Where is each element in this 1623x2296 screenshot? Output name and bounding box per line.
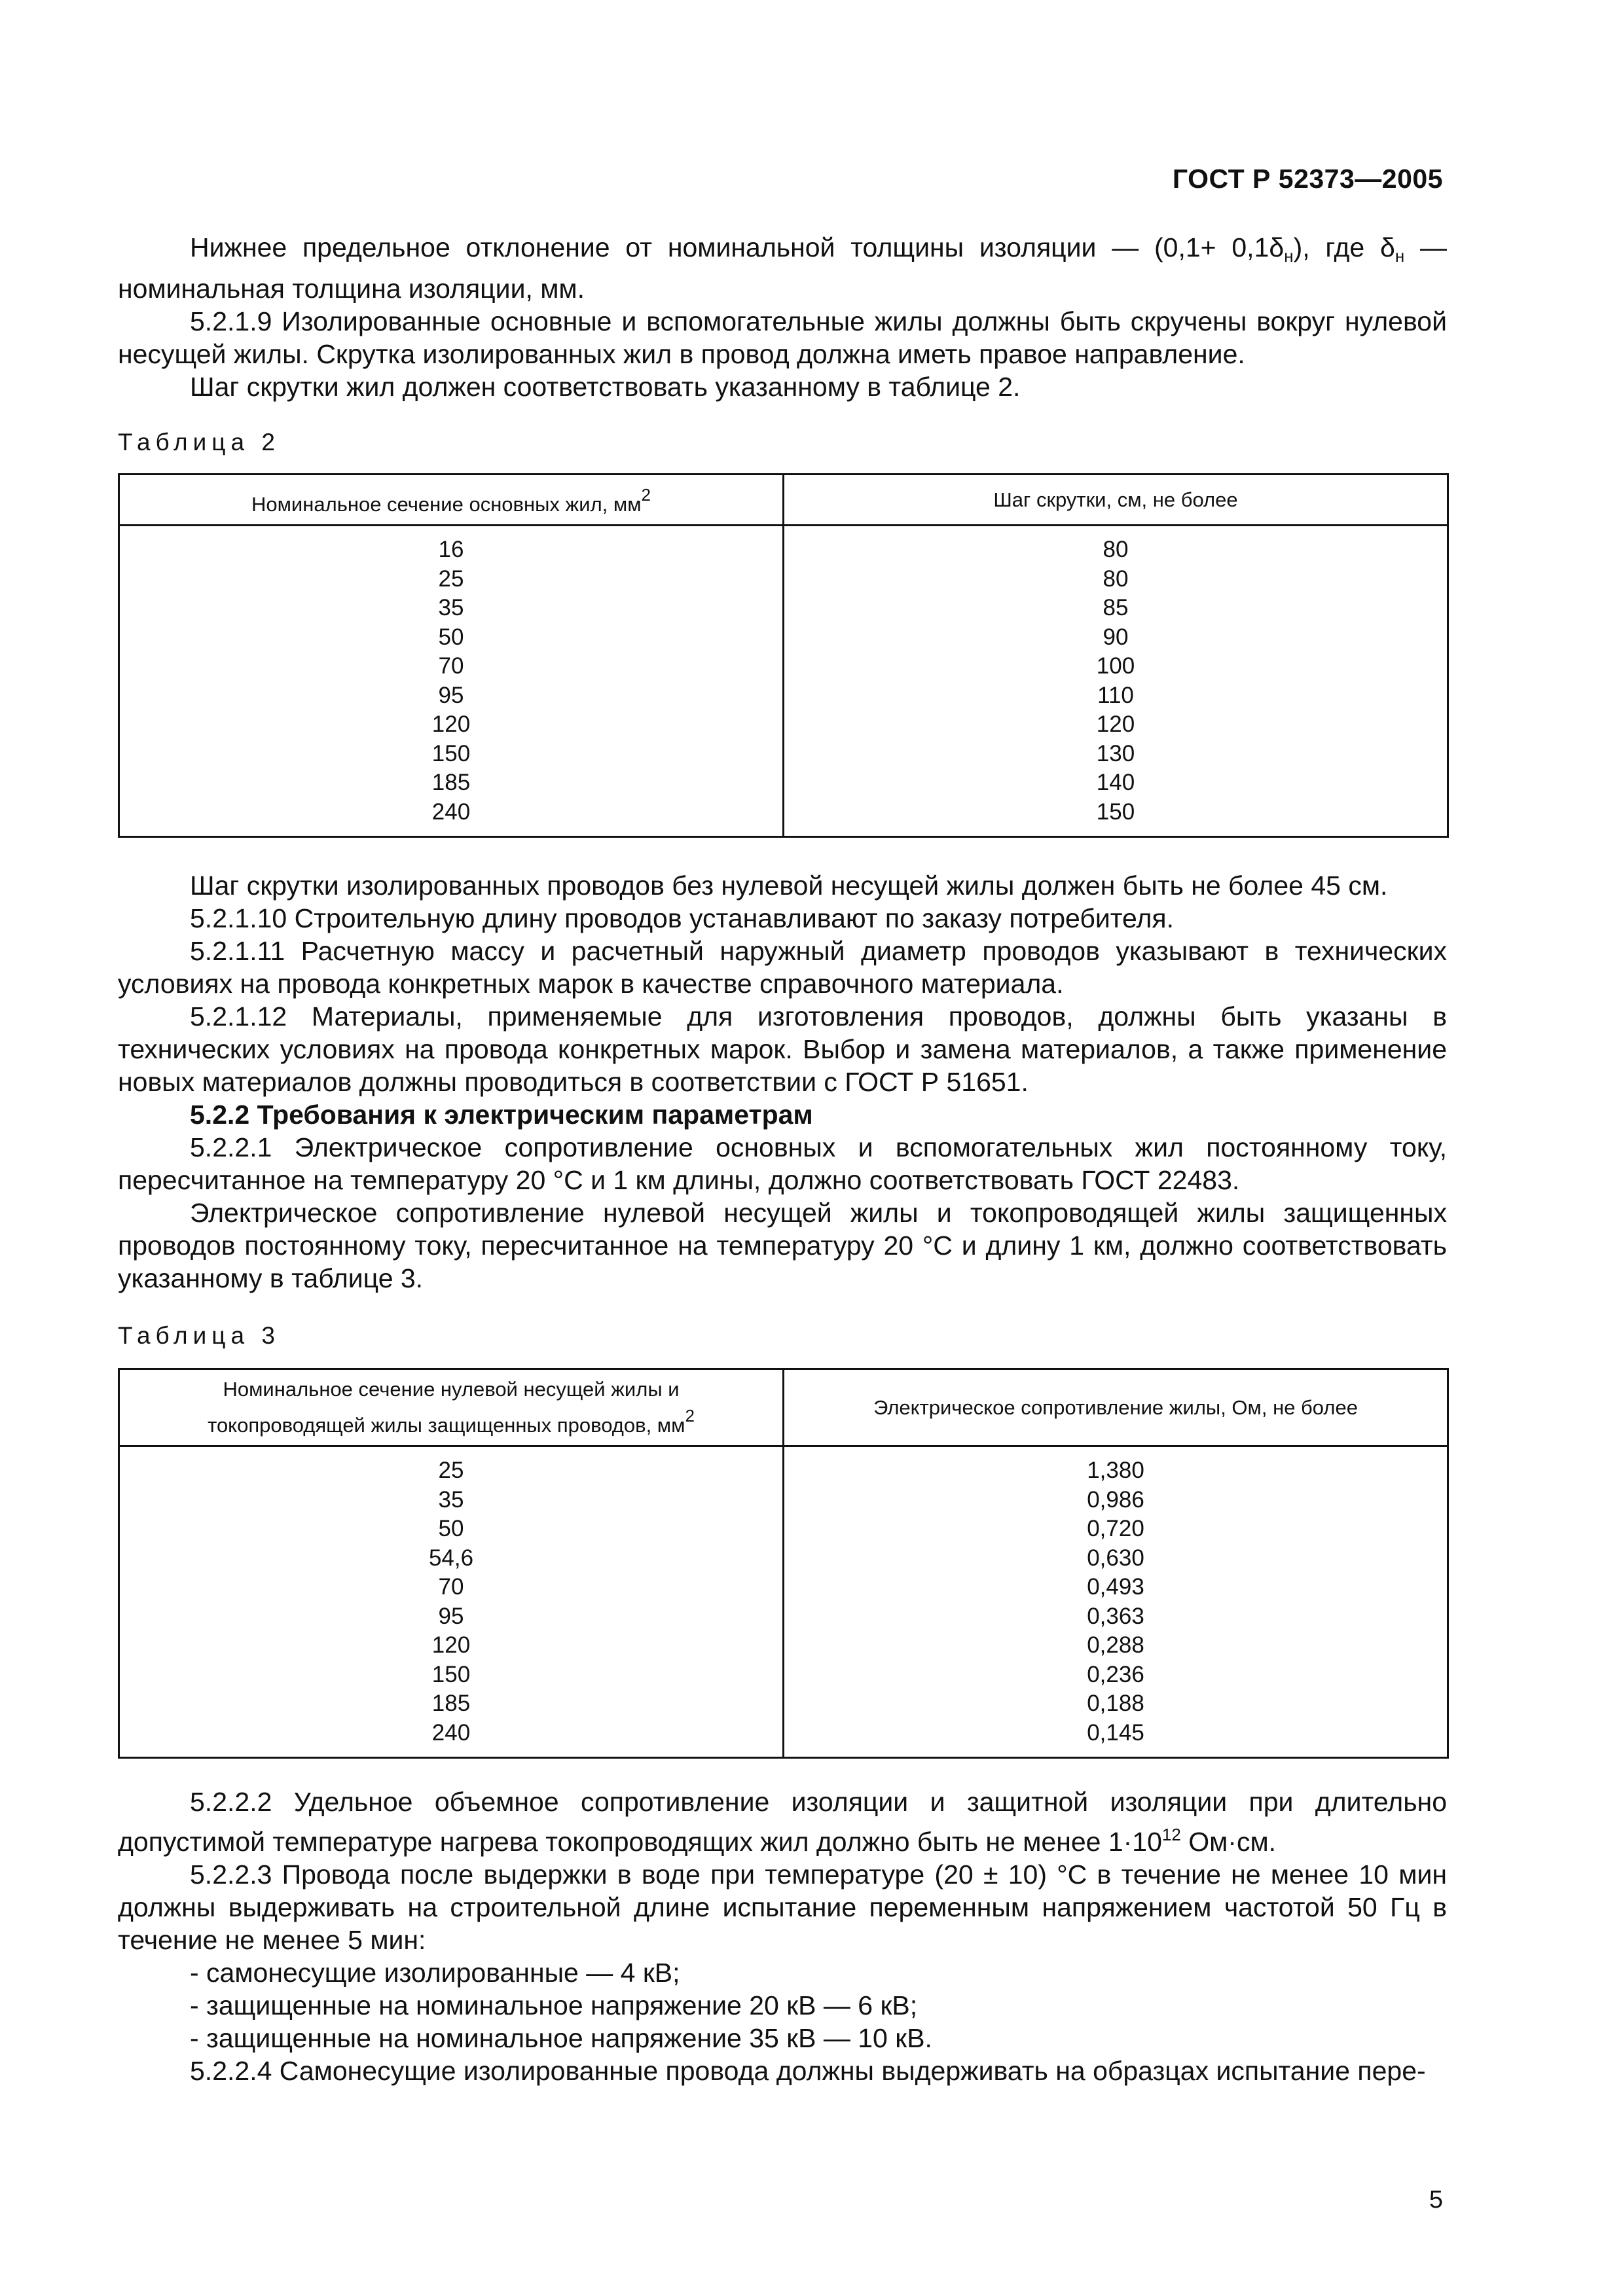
page-number: 5 <box>1429 2186 1443 2214</box>
table3-row <box>119 1446 1448 1486</box>
table2-cell-col1: 16 <box>119 526 784 565</box>
table2-cell-col1: 150 <box>119 740 784 769</box>
table3-row <box>119 1660 1448 1690</box>
table3-cell-col1: 25 <box>119 1446 784 1486</box>
table3-cell-col1: 70 <box>119 1573 784 1602</box>
bottom-text-block <box>118 1785 1447 2087</box>
table3-cell-col2: 0,145 <box>784 1719 1448 1758</box>
table3-row <box>119 1719 1448 1758</box>
table3-col1-header: Номинальное сечение нулевой несущей жилы и токопроводящей жилы защищенных проводов, $мм^2$ <box>119 1369 784 1446</box>
table2 <box>118 473 1449 838</box>
table2-row <box>119 798 1448 837</box>
table3-row <box>119 1486 1448 1515</box>
table2-cell-col2: 130 <box>784 740 1448 769</box>
table2-label: Таблица 2 <box>118 429 280 456</box>
middle-paragraph: Шаг скрутки изолированных проводов без нулевой несущей жилы должен быть не более 45 см. <box>190 870 1388 901</box>
table2-row <box>119 710 1448 740</box>
bottom-paragraph: - самонесущие изолированные — 4 кВ; <box>190 1958 680 1988</box>
table2-row <box>119 623 1448 653</box>
subscript-n: н <box>1284 246 1294 266</box>
table3-cell-col2: 0,236 <box>784 1660 1448 1690</box>
table3-cell-col2: 0,188 <box>784 1689 1448 1719</box>
table2-cell-col1: 50 <box>119 623 784 653</box>
middle-paragraph: 5.2.1.10 Строительную длину проводов устанавливают по заказу потребителя. <box>190 903 1175 933</box>
table3-cell-col1: 240 <box>119 1719 784 1758</box>
bottom-paragraph: 5.2.2.2 Удельное объемное сопротивление изоляции и защитной изоляции при длительно допустимой температуре нагрева токопроводящих жил должно быть не менее $1\cdot 10^{12}$ Ом·см. <box>118 1787 1447 1857</box>
table3-cell-col1: 185 <box>119 1689 784 1719</box>
top-paragraph: 5.2.1.9 Изолированные основные и вспомогательные жилы должны быть скручены вокруг нулевой несущей жилы. Скрутка изолированных жил в провод должна иметь правое направление. <box>118 306 1447 369</box>
table3-header-row <box>119 1369 1448 1446</box>
table2-cell-col2: 85 <box>784 594 1448 623</box>
superscript-12: 12 <box>1161 1825 1181 1844</box>
table2-header-row <box>119 475 1448 526</box>
table3-col2-header: Электрическое сопротивление жилы, Ом, не более <box>784 1369 1448 1446</box>
table2-cell-col2: 100 <box>784 652 1448 681</box>
table2-cell-col2: 150 <box>784 798 1448 837</box>
table2-row <box>119 594 1448 623</box>
table3-row <box>119 1602 1448 1632</box>
table2-row <box>119 526 1448 565</box>
table3-cell-col1: 120 <box>119 1631 784 1660</box>
table3-cell-col1: 95 <box>119 1602 784 1632</box>
table2-cell-col1: 185 <box>119 768 784 798</box>
table2-col2-header: Шаг скрутки, см, не более <box>784 475 1448 526</box>
table3-row <box>119 1689 1448 1719</box>
table3-label: Таблица 3 <box>118 1322 280 1349</box>
top-paragraph: Шаг скрутки жил должен соответствовать указанному в таблице 2. <box>190 372 1021 402</box>
table2-row <box>119 768 1448 798</box>
table2-row <box>119 681 1448 711</box>
table2-cell-col1: 120 <box>119 710 784 740</box>
table3-cell-col1: 35 <box>119 1486 784 1515</box>
middle-paragraph: 5.2.2 Требования к электрическим параметрам <box>190 1100 813 1130</box>
table2-cell-col1: 35 <box>119 594 784 623</box>
table3-cell-col2: 0,986 <box>784 1486 1448 1515</box>
middle-paragraph: 5.2.1.12 Материалы, применяемые для изготовления проводов, должны быть указаны в технических условиях на провода конкретных марок. Выбор и замена материалов, а также применение новых материалов должны проводиться в соответствии с ГОСТ Р 51651. <box>118 1001 1447 1097</box>
table3-cell-col2: 0,630 <box>784 1544 1448 1573</box>
table3-row <box>119 1631 1448 1660</box>
bottom-paragraph: - защищенные на номинальное напряжение 35 кВ — 10 кВ. <box>190 2023 932 2053</box>
bottom-paragraph: 5.2.2.4 Самонесущие изолированные провода должны выдерживать на образцах испытание пере- <box>190 2056 1426 2086</box>
table2-cell-col1: 95 <box>119 681 784 711</box>
table3-cell-col2: 0,493 <box>784 1573 1448 1602</box>
middle-paragraph: 5.2.1.11 Расчетную массу и расчетный наружный диаметр проводов указывают в технических условиях на провода конкретных марок в качестве справочного материала. <box>118 936 1447 999</box>
table2-cell-col2: 120 <box>784 710 1448 740</box>
table2-row <box>119 652 1448 681</box>
table3-cell-col1: 54,6 <box>119 1544 784 1573</box>
table2-col1-header: Номинальное сечение основных жил, $мм^2$ <box>119 475 784 526</box>
top-paragraph: Нижнее предельное отклонение от номинальной толщины изоляции — $(0,1+ 0,1\delta_н)$, где $\delta_н$ — номинальная толщина изоляции, мм. <box>118 232 1447 304</box>
table2-row <box>119 565 1448 594</box>
subscript-n: н <box>1395 246 1405 266</box>
bottom-paragraph: 5.2.2.3 Провода после выдержки в воде при температуре (20 ± 10) °С в течение не менее 10 мин должны выдерживать на строительной длине испытание переменным напряжением частотой 50 Гц в течение не менее 5 мин: <box>118 1859 1447 1955</box>
table3-cell-col2: 0,720 <box>784 1515 1448 1544</box>
top-text-block <box>118 231 1447 403</box>
table2-cell-col2: 110 <box>784 681 1448 711</box>
table2-cell-col2: 140 <box>784 768 1448 798</box>
table3-cell-col2: 0,288 <box>784 1631 1448 1660</box>
table2-row <box>119 740 1448 769</box>
table3-block <box>118 1322 1447 1759</box>
middle-paragraph: Электрическое сопротивление нулевой несущей жилы и токопроводящей жилы защищенных проводов постоянному току, пересчитанное на температуру 20 °С и длину 1 км, должно соответствовать указанному в таблице 3. <box>118 1198 1447 1293</box>
table3-row <box>119 1573 1448 1602</box>
table3-cell-col2: 1,380 <box>784 1446 1448 1486</box>
document-code-header: ГОСТ Р 52373—2005 <box>1172 164 1443 194</box>
bottom-paragraph: - защищенные на номинальное напряжение 20 кВ — 6 кВ; <box>190 1990 918 2020</box>
table3-cell-col1: 50 <box>119 1515 784 1544</box>
table2-cell-col2: 80 <box>784 565 1448 594</box>
table2-cell-col1: 25 <box>119 565 784 594</box>
table3-cell-col1: 150 <box>119 1660 784 1690</box>
table2-cell-col2: 90 <box>784 623 1448 653</box>
table2-cell-col1: 70 <box>119 652 784 681</box>
table3-cell-col2: 0,363 <box>784 1602 1448 1632</box>
middle-text-block <box>118 869 1447 1295</box>
middle-paragraph: 5.2.2.1 Электрическое сопротивление основных и вспомогательных жил постоянному току, пересчитанное на температуру 20 °С и 1 км длины, должно соответствовать ГОСТ 22483. <box>118 1132 1447 1195</box>
table3-row <box>119 1515 1448 1544</box>
table2-cell-col1: 240 <box>119 798 784 837</box>
table2-cell-col2: 80 <box>784 526 1448 565</box>
table3 <box>118 1368 1449 1759</box>
table2-block <box>118 429 1447 838</box>
table3-row <box>119 1544 1448 1573</box>
